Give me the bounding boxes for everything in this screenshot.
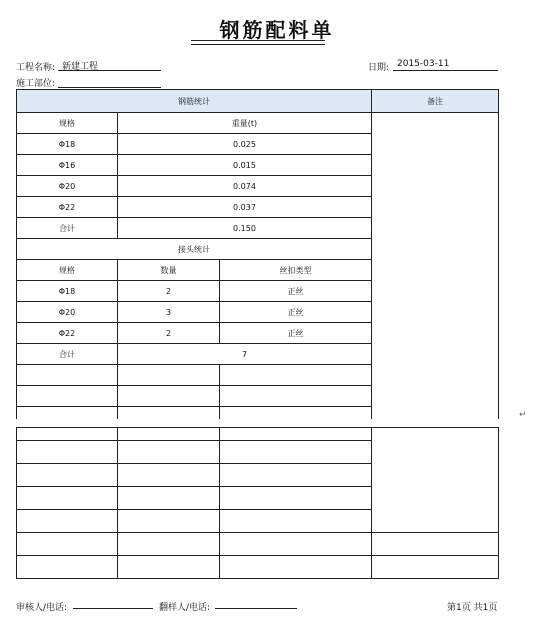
joint-col-type: 丝扣类型 — [220, 260, 372, 281]
rebar-total-value: 0.150 — [118, 218, 372, 239]
construction-part-label: 施工部位: — [16, 79, 56, 89]
rebar-table-lower — [16, 427, 499, 579]
paragraph-return-mark: ↵ — [519, 410, 527, 420]
rebar-spec-cell: Φ22 — [17, 197, 118, 218]
joint-spec-cell: Φ18 — [17, 281, 118, 302]
rebar-weight-cell: 0.037 — [118, 197, 372, 218]
empty-row — [17, 428, 499, 441]
reviewer-field[interactable] — [73, 598, 153, 609]
reviewer-label: 审核人/电话: — [16, 603, 68, 613]
joint-qty-cell: 2 — [118, 281, 220, 302]
rebar-spec-cell: Φ20 — [17, 176, 118, 197]
rebar-weight-cell: 0.025 — [118, 134, 372, 155]
empty-row — [17, 533, 499, 556]
title-underline — [191, 40, 325, 41]
page-break-gap — [0, 419, 554, 427]
joint-total-label: 合计 — [17, 344, 118, 365]
rebar-total-label: 合计 — [17, 218, 118, 239]
joint-type-cell: 正丝 — [220, 323, 372, 344]
rebar-spec-cell: Φ16 — [17, 155, 118, 176]
joint-qty-cell: 3 — [118, 302, 220, 323]
joint-section-title: 接头统计 — [17, 239, 372, 260]
date-label: 日期: — [368, 63, 390, 73]
rebar-col-weight: 重量(t) — [118, 113, 372, 134]
construction-part-field[interactable] — [58, 76, 161, 88]
joint-type-cell: 正丝 — [220, 302, 372, 323]
page-number: 第1页 共1页 — [447, 603, 498, 613]
joint-col-qty: 数量 — [118, 260, 220, 281]
joint-qty-cell: 2 — [118, 323, 220, 344]
date-field[interactable]: 2015-03-11 — [393, 59, 498, 71]
project-name-field[interactable]: 新建工程 — [58, 59, 161, 71]
rebar-section-title: 钢筋统计 — [17, 90, 372, 113]
page-title: 钢筋配料单 — [219, 18, 335, 42]
joint-col-spec: 规格 — [17, 260, 118, 281]
remarks-cell-continued[interactable] — [372, 428, 499, 533]
joint-spec-cell: Φ20 — [17, 302, 118, 323]
remarks-title: 备注 — [372, 90, 499, 113]
title-underline-2 — [191, 44, 325, 45]
project-name-label: 工程名称: — [16, 63, 56, 73]
joint-total-value: 7 — [118, 344, 372, 365]
rebar-col-spec: 规格 — [17, 113, 118, 134]
rebar-spec-cell: Φ18 — [17, 134, 118, 155]
empty-row — [17, 556, 499, 579]
joint-spec-cell: Φ22 — [17, 323, 118, 344]
rebar-weight-cell: 0.015 — [118, 155, 372, 176]
joint-type-cell: 正丝 — [220, 281, 372, 302]
sampler-field[interactable] — [215, 598, 297, 609]
remarks-cell[interactable] — [372, 113, 499, 428]
rebar-table-upper — [16, 89, 499, 428]
rebar-weight-cell: 0.074 — [118, 176, 372, 197]
sampler-label: 翻样人/电话: — [159, 603, 211, 613]
